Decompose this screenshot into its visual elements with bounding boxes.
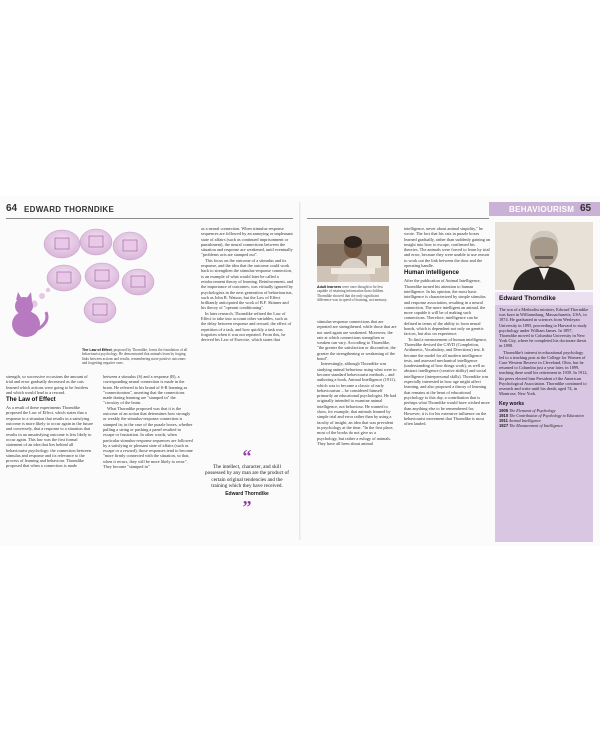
running-title: EDWARD THORNDIKE bbox=[24, 205, 115, 214]
paragraph: To find a measurement of human intelligence, Thorndike devised the CAVD (Completion, Arithmetic, Vocabulary, and Directions) test. It became the model for all modern intelligence tests, and assessed mechanical intelligence (understanding of how things work), as well as abstract intelligence (creative ability) and social intelligence (interpersonal skills). Thorndike was especially interested in how age might affect learning, and also proposed a theory of learning that remains at the heart of educational psychology to this day, a contribution that is perhaps what Thorndike would have wished more than anything else to be remembered for. However, it is for his extensive influence on the behaviourist movement that Thorndike is most often lauded. bbox=[404, 336, 490, 427]
close-quote-icon: ” bbox=[242, 497, 252, 518]
section-heading: Human intelligence bbox=[404, 270, 460, 277]
right-column-2 bbox=[404, 226, 490, 427]
paragraph: What Thorndike proposed was that it is the outcome of an action that determines how strongly or weakly the stimulus-response connection is stamped in; in the case of the puzzle boxes, whether pulling a string or pushing a panel resulted in escape or frustration. In other words, when particular stimulus-response sequences are followed by a satisfying or pleasant state of affairs (such as escape or a reward), those responses tend to become "more firmly connected with the situation, so that, when it recurs, they will be more likely to recur". They become "stamped in" bbox=[103, 405, 193, 470]
page-number: 65 bbox=[580, 203, 592, 214]
list-item: 1910 The Contribution of Psychology to Education bbox=[499, 413, 584, 419]
biography-box bbox=[495, 292, 593, 542]
left-column-1 bbox=[6, 374, 94, 469]
list-item: 1927 The Measurement of Intelligence bbox=[499, 423, 563, 429]
left-column-3 bbox=[201, 226, 293, 343]
biography-paragraph: Thorndike's interest in educational psychology led to a teaching post at the College for Women of Case Western Reserve in Cleveland, Ohio, but he returned to Columbia just a year later, in 1899, teaching there until his retirement in 1939. In 1912, his peers elected him President of the American Psychological Association. Thorndike continued to research and write until his death, aged 74, in Montrose, New York. bbox=[499, 349, 588, 397]
photo-caption bbox=[317, 285, 393, 303]
illustration-caption bbox=[82, 348, 190, 366]
caption-text: were once thought to be less capable of retaining information than children. Thorndike showed that the only significant difference was in speed of learning, not memory. bbox=[317, 285, 388, 303]
paragraph: as a neural connection. When stimulus-response sequences are followed by an annoying or unpleasant state of affairs (such as continued imprisonment or punishment), the neural connections between the situation and response are weakened, until eventually "problems acts are stamped out". bbox=[201, 226, 293, 258]
left-page bbox=[0, 202, 299, 540]
paragraph: strength, so successive occasions the amount of trial and error gradually decreased as the cats learned which actions were going to be fruitless and which would lead to a reward. bbox=[6, 374, 89, 395]
right-page bbox=[301, 202, 600, 540]
pull-quote bbox=[203, 446, 291, 518]
header-rule bbox=[307, 218, 489, 219]
header-rule bbox=[6, 218, 293, 219]
right-column-1 bbox=[317, 319, 397, 446]
adult-learner-photo bbox=[317, 226, 389, 282]
running-title: BEHAVIOURISM bbox=[509, 205, 575, 214]
caption-text: , proposed by Thorndike, forms the foundation of all behaviourist psychology. He demonstrated that animals learn by forging links between actions and results, remembering more positive outcomes and forgetting negative ones. bbox=[82, 348, 188, 366]
open-quote-icon: “ bbox=[242, 446, 252, 466]
quote-text: The intellect, character, and skill possessed by any man are the product of certain original tendencies and the training which they have received. bbox=[205, 464, 289, 489]
list-item: 1905 The Elements of Psychology bbox=[499, 408, 556, 414]
paragraph: intelligence, never about animal stupidity," he wrote. The fact that his cats in puzzle boxes learned gradually, rather than suddenly gaining an insight into how to escape, confirmed his theories. The animals were forced to learn by trial and error, because they were unable to use reason to work out the link between the door and the operating handle. bbox=[404, 226, 490, 269]
quote-attribution: Edward Thorndike bbox=[225, 491, 269, 498]
list-item: 1911 Animal Intelligence bbox=[499, 418, 542, 424]
paragraph: This focus on the outcome of a stimulus and its response, and the idea that the outcome could work back to strengthen the stimulus-response connection, is an example of what would later be called a reinforcement theory of learning. Reinforcement, and the importance of outcomes, was virtually ignored by psychologists in the next generation of behaviourists, such as John B. Watson, but the Law of Effect brilliantly anticipated the work of B.F. Skinner and his theory of "operant conditioning". bbox=[201, 257, 293, 311]
paragraph: After the publication of Animal Intelligence, Thorndike turned his attention to human intelligence. In his opinion, the most basic intelligence is characterized by simple stimulus and response association, resulting in a neural connection. The more intelligent an animal, the more capable it will be of making such connections. Therefore, intelligence can be defined in terms of the ability to form neural bonds, which is dependent not only on genetic factors, but also on experience. bbox=[404, 278, 486, 337]
caption-title: The Law of Effect bbox=[82, 348, 112, 352]
paragraph: Interestingly, although Thorndike was studying animal behaviour using what were to become standard behaviourist methods – and authoring a book, Animal Intelligence (1911), which was to become a classic of early behaviourism – he considered himself primarily an educational psychologist. He had originally intended to examine animal intelligence, not behaviour. He wanted to show, for example, that animals learned by simple trial and error rather than by using a faculty of insight, an idea that was prevalent in psychology at the time. "In the first place, most of the books do not give us a psychology, but rather a eulogy of animals. They have all been about animal bbox=[317, 361, 397, 446]
book-spread bbox=[0, 196, 600, 546]
paragraph: As a result of these experiments Thorndike proposed the Law of Effect, which states that a response to a situation that results in a satisfying outcome is more likely to occur again in the future and conversely, that a response to a situation that results in an unsatisfying outcome is less likely to occur again. This law was the first formal statement of an idea that lies behind all behaviourist psychology: the connection between stimulus and response and its relevance to the process of learning and behaviour. Thorndike proposed that when a connection is made bbox=[6, 405, 93, 469]
paragraph: stimulus-response connections that are repeated are strengthened, while those that are not used again are weakened. Moreover, the rate at which connections strengthen or weaken can vary. According to Thorndike, "the greater the satisfaction or discomfort, the greater the strengthening or weakening of the bond". bbox=[317, 319, 397, 362]
key-works-heading: Key works bbox=[499, 401, 525, 408]
law-of-effect-illustration bbox=[4, 224, 194, 337]
biography-paragraph: The son of a Methodist minister, Edward Thorndike was born in Williamsburg, Massachusetts, USA, in 1874. He graduated in sciences from Wesleyan University in 1895, proceeding to Harvard to study psychology under William James. In 1897, Thorndike moved to Columbia University in New York City, where he completed his doctorate thesis in 1898. bbox=[499, 307, 589, 349]
page-number: 64 bbox=[6, 203, 18, 214]
caption-title: Adult learners bbox=[317, 285, 342, 289]
key-works-list bbox=[495, 408, 593, 428]
biography-name: Edward Thorndike bbox=[495, 292, 593, 305]
left-column-2 bbox=[103, 374, 193, 469]
section-heading: The Law of Effect bbox=[6, 397, 56, 404]
paragraph: between a stimulus (S) and a response (R), a corresponding neural connection is made in the brain. He referred to his brand of S-R learning as "connectionism", asserting that the connections made during learning are "stamped in" the "circuitry of the brain. bbox=[103, 374, 188, 406]
paragraph: In later research, Thorndike refined the Law of Effect to take into account other variables, such as the delay between response and reward, the effect of repetition of a task, and how quickly a task was forgotten when it was not repeated. From this, he derived his Law of Exercise, which states that bbox=[201, 310, 292, 343]
thorndike-portrait bbox=[495, 222, 593, 290]
